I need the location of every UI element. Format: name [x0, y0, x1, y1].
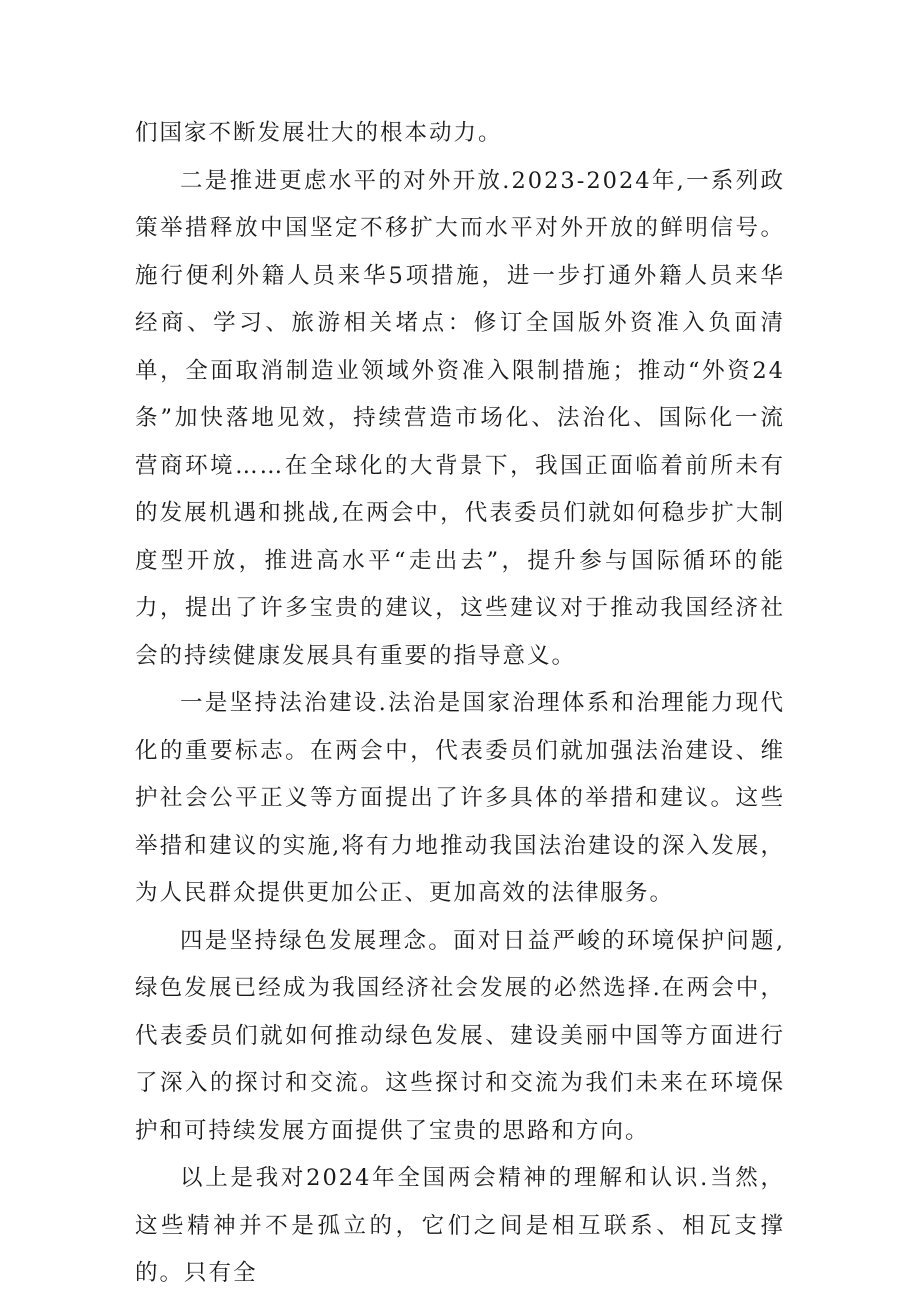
paragraph-continuation: 们国家不断发展壮大的根本动力。: [135, 120, 503, 146]
paragraph-rule-of-law: 一是坚持法治建设.法治是国家治理体系和治理能力现代化的重要标志。在两会中，代表委员们就加强法治建设、维护社会公平正义等方面提出了许多具体的举措和建议。这些举措和建议的实施,将有力地推动我国法治建设的深入发展，为人民群众提供更加公正、更加高效的法律服务。: [135, 690, 785, 906]
paragraph-green-development: 四是坚持绿色发展理念。面对日益严峻的环境保护问题,绿色发展已经成为我国经济社会发展的必然选择.在两会中，代表委员们就如何推动绿色发展、建设美丽中国等方面进行了深入的探讨和交流。这些探讨和交流为我们未来在环境保护和可持续发展方面提供了宝贵的思路和方向。: [135, 927, 785, 1144]
paragraph-opening-up: 二是推进更虑水平的对外开放.2023-2024年,一系列政策举措释放中国坚定不移扩大而水平对外开放的鲜明信号。施行便利外籍人员来华5项措施，进一步打通外籍人员来华经商、学习、旅游相关堵点：修订全国版外资准入负面清单，全面取消制造业领域外资准入限制措施；推动“外资24条”加快落地见效，持续营造市场化、法治化、国际化一流营商环境……在全球化的大背景下，我国正面临着前所未有的发展机遇和挑战,在两会中，代表委员们就如何稳步扩大制度型开放，推进高水平“走出去”，提升参与国际循环的能力，提出了许多宝贵的建议，这些建议对于推动我国经济社会的持续健康发展具有重要的指导意义。: [135, 167, 785, 669]
document-body: [135, 110, 785, 1298]
paragraph-conclusion: 以上是我对2024年全国两会精神的理解和认识.当然，这些精神并不是孤立的，它们之间是相互联系、相瓦支撑的。只有全: [135, 1165, 785, 1286]
